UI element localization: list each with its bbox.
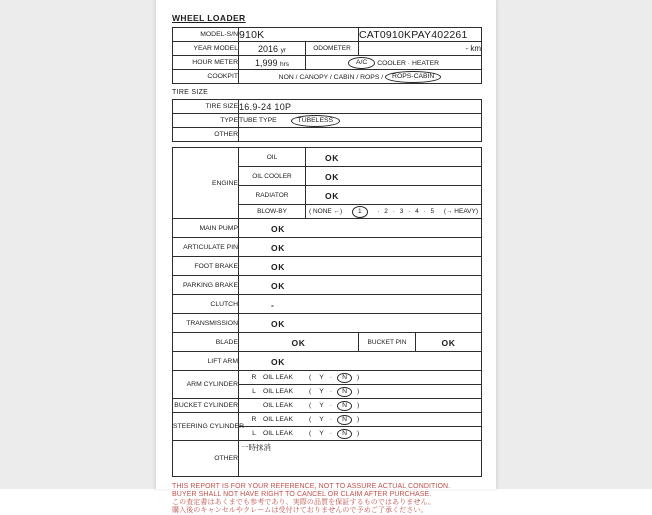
blade-row [173, 333, 482, 352]
bucket-pin-value: OK [416, 333, 482, 352]
cockpit-selected-circle: ROPS-CABIN [385, 71, 441, 83]
disclaimer-line-2: BUYER SHALL NOT HAVE RIGHT TO CANCEL OR CLAIM AFTER PURCHASE. [172, 491, 432, 498]
engine-oil-value: OK [306, 148, 482, 167]
articulate-pin-row [173, 238, 482, 257]
radiator-value: OK [306, 186, 482, 205]
blowby-scale-cell [306, 205, 482, 219]
foot-brake-label: FOOT BRAKE [173, 257, 239, 276]
blade-label: BLADE [173, 333, 239, 352]
cockpit-row [173, 70, 482, 84]
blowby-label: BLOW-BY [239, 205, 306, 219]
inspection-sheet [172, 13, 481, 515]
steering-cylinder-r-leak: R OIL LEAK ( Y · N ) [239, 413, 482, 427]
lift-arm-label: LIFT ARM [173, 352, 239, 371]
lift-arm-value: OK [239, 352, 482, 371]
cockpit-label: COOKPIT [173, 70, 239, 84]
side-indicator: R [251, 374, 257, 382]
page-title: WHEEL LOADER [172, 13, 246, 23]
engine-oil-label: OIL [239, 148, 306, 167]
bucket-cylinder-row [173, 399, 482, 413]
tube-type-option: TUBE TYPE [239, 117, 277, 125]
inspection-table [172, 147, 482, 477]
arm-cylinder-r-row [173, 371, 482, 385]
tire-other-value [239, 128, 482, 142]
tubeless-selected-circle: TUBELESS [291, 115, 341, 127]
year-value: 2016 yr [239, 42, 306, 56]
articulate-pin-label: ARTICULATE PIN [173, 238, 239, 257]
year-row [173, 42, 482, 56]
steering-cylinder-label: STEERING CYLINDER [173, 413, 239, 441]
year-label: YEAR MODEL [173, 42, 239, 56]
transmission-row [173, 314, 482, 333]
serial-value: CAT0910KPAY402261 [359, 28, 482, 42]
climate-cell [306, 56, 482, 70]
engine-label: ENGINE [173, 148, 239, 219]
climate-options: COOLER · HEATER [377, 59, 440, 67]
tire-other-row [173, 128, 482, 142]
articulate-pin-value: OK [239, 238, 482, 257]
blowby-selected-circle: 1 [352, 206, 368, 218]
bucket-cylinder-label: BUCKET CYLINDER [173, 399, 239, 413]
engine-oil-row [173, 148, 482, 167]
ac-selected-circle: A/C [348, 57, 375, 69]
blade-value: OK [239, 333, 359, 352]
odometer-value: - km [359, 42, 482, 56]
main-pump-row [173, 219, 482, 238]
no-leak-circle: N [337, 429, 352, 439]
tire-size-value: 16.9-24 10P [239, 100, 482, 114]
hour-meter-value: 1,999 hrs [239, 56, 306, 70]
side-indicator: L [252, 430, 256, 438]
parking-brake-value: OK [239, 276, 482, 295]
steering-cylinder-l-leak: L OIL LEAK ( Y · N ) [239, 427, 482, 441]
tire-size-label: TIRE SIZE [173, 100, 239, 114]
tire-size-row [173, 100, 482, 114]
other-label: OTHER [173, 441, 239, 477]
tire-type-row [173, 114, 482, 128]
other-value: 一時抹消 [239, 441, 482, 477]
blowby-none-label: ( NONE ←) [309, 208, 343, 215]
radiator-label: RADIATOR [239, 186, 306, 205]
disclaimer-line-1: THIS REPORT IS FOR YOUR REFERENCE, NOT TO ASSURE ACTUAL CONDITION. [172, 483, 451, 490]
blowby-scale: · 2 · 3 · 4 · 5 [377, 208, 435, 215]
foot-brake-row [173, 257, 482, 276]
arm-cylinder-r-leak: R OIL LEAK ( Y · N ) [239, 371, 482, 385]
blowby-heavy-label: (→ HEAVY) [443, 208, 479, 215]
oil-leak-label: OIL LEAK [263, 374, 293, 382]
header-table [172, 27, 482, 84]
parking-brake-row [173, 276, 482, 295]
oil-leak-label: OIL LEAK [263, 416, 293, 424]
tire-table [172, 99, 482, 142]
parking-brake-label: PARKING BRAKE [173, 276, 239, 295]
transmission-label: TRANSMISSION [173, 314, 239, 333]
clutch-value: - [239, 295, 482, 314]
disclaimer-line-4: 購入後のキャンセルやクレームは受付けておりませんので予めご了承ください。 [172, 507, 428, 514]
model-value: 910K [239, 28, 359, 42]
arm-cylinder-label: ARM CYLINDER [173, 371, 239, 399]
oil-leak-label: OIL LEAK [263, 430, 293, 438]
steering-cylinder-r-row [173, 413, 482, 427]
hour-meter-label: HOUR METER [173, 56, 239, 70]
oil-cooler-label: OIL COOLER [239, 167, 306, 186]
bucket-pin-label: BUCKET PIN [359, 333, 416, 352]
side-indicator: R [251, 416, 257, 424]
model-label: MODEL-S/N [173, 28, 239, 42]
other-row [173, 441, 482, 477]
main-pump-label: MAIN PUMP [173, 219, 239, 238]
oil-leak-label: OIL LEAK [263, 388, 293, 396]
model-row [173, 28, 482, 42]
transmission-value: OK [239, 314, 482, 333]
main-pump-value: OK [239, 219, 482, 238]
document-page [155, 0, 497, 514]
bucket-cylinder-leak: OIL LEAK ( Y · N ) [239, 399, 482, 413]
tire-section-label: TIRE SIZE [172, 89, 209, 96]
tire-type-label: TYPE [173, 114, 239, 128]
hour-row [173, 56, 482, 70]
clutch-label: CLUTCH [173, 295, 239, 314]
lift-arm-row [173, 352, 482, 371]
tire-other-label: OTHER [173, 128, 239, 142]
disclaimer-line-3: この査定書はあくまでも参考であり、実際の品質を保証するものではありません。 [172, 499, 436, 506]
no-leak-circle: N [337, 373, 352, 383]
cockpit-cell [239, 70, 482, 84]
no-leak-circle: N [337, 401, 352, 411]
odometer-label: ODOMETER [306, 42, 359, 56]
tire-type-cell [239, 114, 482, 128]
oil-cooler-value: OK [306, 167, 482, 186]
clutch-row [173, 295, 482, 314]
arm-cylinder-l-leak: L OIL LEAK ( Y · N ) [239, 385, 482, 399]
foot-brake-value: OK [239, 257, 482, 276]
no-leak-circle: N [337, 387, 352, 397]
no-leak-circle: N [337, 415, 352, 425]
side-indicator: L [252, 388, 256, 396]
disclaimer [172, 483, 481, 515]
oil-leak-label: OIL LEAK [263, 402, 293, 410]
cockpit-options: NON / CANOPY / CABIN / ROPS / [278, 73, 384, 81]
